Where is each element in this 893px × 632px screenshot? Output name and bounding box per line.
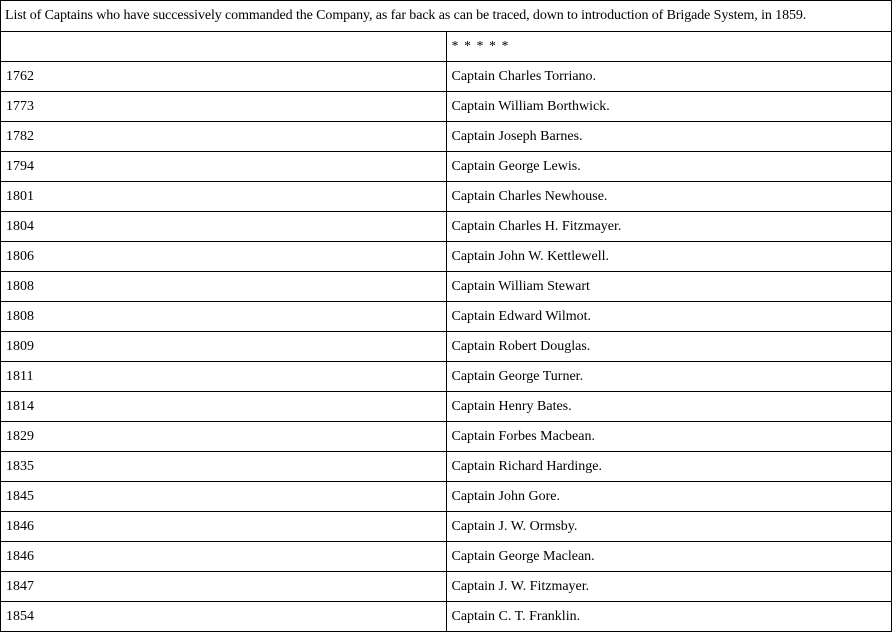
- table-row: [1, 92, 892, 122]
- captain-name-cell: Captain George Lewis.: [446, 152, 892, 182]
- captain-name-cell: Captain J. W. Ormsby.: [446, 512, 892, 542]
- table-row: [1, 272, 892, 302]
- year-cell: 1846: [1, 542, 447, 572]
- year-cell: 1829: [1, 422, 447, 452]
- table-row: [1, 542, 892, 572]
- table-row: [1, 332, 892, 362]
- table-row: [1, 182, 892, 212]
- table-row: [1, 602, 892, 632]
- ellipsis-row: [1, 32, 892, 62]
- year-cell: 1773: [1, 92, 447, 122]
- table-row: [1, 62, 892, 92]
- year-cell: 1835: [1, 452, 447, 482]
- captain-name-cell: Captain Charles Torriano.: [446, 62, 892, 92]
- table-title: List of Captains who have successively commanded the Company, as far back as can be traced, down to introduction of Brigade System, in 1859.: [1, 1, 892, 32]
- table-row: [1, 152, 892, 182]
- captain-name-cell: Captain J. W. Fitzmayer.: [446, 572, 892, 602]
- year-cell: 1847: [1, 572, 447, 602]
- captain-name-cell: Captain John W. Kettlewell.: [446, 242, 892, 272]
- table-row: [1, 392, 892, 422]
- year-cell: 1854: [1, 602, 447, 632]
- table-body: [1, 1, 892, 632]
- table-row: [1, 242, 892, 272]
- year-cell: 1794: [1, 152, 447, 182]
- year-cell: 1782: [1, 122, 447, 152]
- captain-name-cell: Captain George Maclean.: [446, 542, 892, 572]
- table-row: [1, 302, 892, 332]
- year-cell: 1811: [1, 362, 447, 392]
- captain-name-cell: Captain Charles H. Fitzmayer.: [446, 212, 892, 242]
- table-row: [1, 512, 892, 542]
- year-cell: 1806: [1, 242, 447, 272]
- captain-name-cell: Captain Edward Wilmot.: [446, 302, 892, 332]
- table-row: [1, 482, 892, 512]
- captain-name-cell: Captain Richard Hardinge.: [446, 452, 892, 482]
- year-cell: 1762: [1, 62, 447, 92]
- captain-name-cell: Captain Charles Newhouse.: [446, 182, 892, 212]
- year-cell: 1845: [1, 482, 447, 512]
- year-cell: 1801: [1, 182, 447, 212]
- ellipsis-name-cell: * * * * *: [446, 32, 892, 62]
- captain-name-cell: Captain Forbes Macbean.: [446, 422, 892, 452]
- year-cell: 1804: [1, 212, 447, 242]
- table-row: [1, 362, 892, 392]
- table-row: [1, 212, 892, 242]
- captain-name-cell: Captain Robert Douglas.: [446, 332, 892, 362]
- table-row: [1, 452, 892, 482]
- year-cell: 1846: [1, 512, 447, 542]
- captain-name-cell: Captain C. T. Franklin.: [446, 602, 892, 632]
- table-row: [1, 422, 892, 452]
- captain-name-cell: Captain William Stewart: [446, 272, 892, 302]
- captain-name-cell: Captain William Borthwick.: [446, 92, 892, 122]
- captain-name-cell: Captain Joseph Barnes.: [446, 122, 892, 152]
- year-cell: 1808: [1, 272, 447, 302]
- title-row: [1, 1, 892, 32]
- captain-name-cell: Captain George Turner.: [446, 362, 892, 392]
- captain-name-cell: Captain John Gore.: [446, 482, 892, 512]
- year-cell: 1809: [1, 332, 447, 362]
- year-cell: 1814: [1, 392, 447, 422]
- table-row: [1, 122, 892, 152]
- ellipsis-year-cell: [1, 32, 447, 62]
- table-row: [1, 572, 892, 602]
- captain-name-cell: Captain Henry Bates.: [446, 392, 892, 422]
- year-cell: 1808: [1, 302, 447, 332]
